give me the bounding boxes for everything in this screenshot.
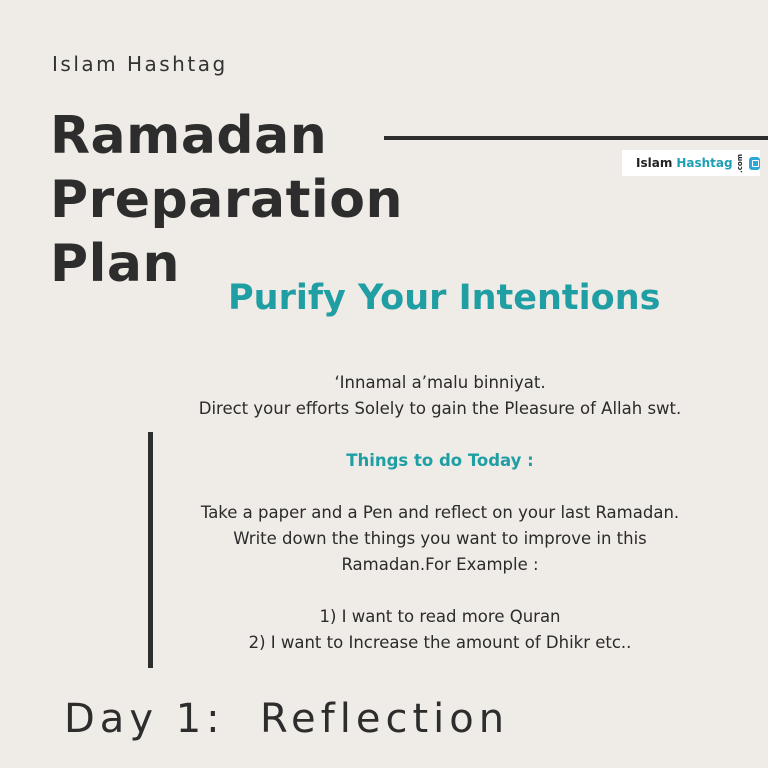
instruction-line: Ramadan.For Example :	[341, 555, 539, 574]
title-line: Ramadan	[50, 106, 328, 166]
vertical-bar	[148, 432, 153, 668]
instruction-line: Write down the things you want to improve in this	[233, 529, 647, 548]
example-item: 2) I want to Increase the amount of Dhikr etc..	[248, 633, 632, 652]
instruction-line: Take a paper and a Pen and reflect on your last Ramadan.	[200, 503, 680, 522]
divider-line	[384, 136, 768, 140]
day-label: Day 1: Reflection	[64, 696, 510, 742]
logo	[622, 150, 760, 176]
logo-suffix: .com	[735, 153, 744, 173]
logo-icon	[749, 157, 760, 170]
title-line: Plan	[50, 234, 181, 294]
title-line: Preparation	[50, 170, 403, 230]
example-item: 1) I want to read more Quran	[319, 607, 561, 626]
quote-line: ‘Innamal a’malu binniyat.	[334, 373, 546, 392]
logo-word: Islam	[636, 156, 673, 170]
page-title	[50, 104, 403, 296]
subtitle: Purify Your Intentions	[228, 278, 661, 318]
logo-word: Hashtag	[676, 156, 733, 170]
content-block	[170, 370, 710, 656]
quote-line: Direct your efforts Solely to gain the Pleasure of Allah swt.	[198, 399, 682, 418]
todo-heading: Things to do Today :	[346, 451, 534, 470]
brand-name: Islam Hashtag	[52, 52, 228, 76]
